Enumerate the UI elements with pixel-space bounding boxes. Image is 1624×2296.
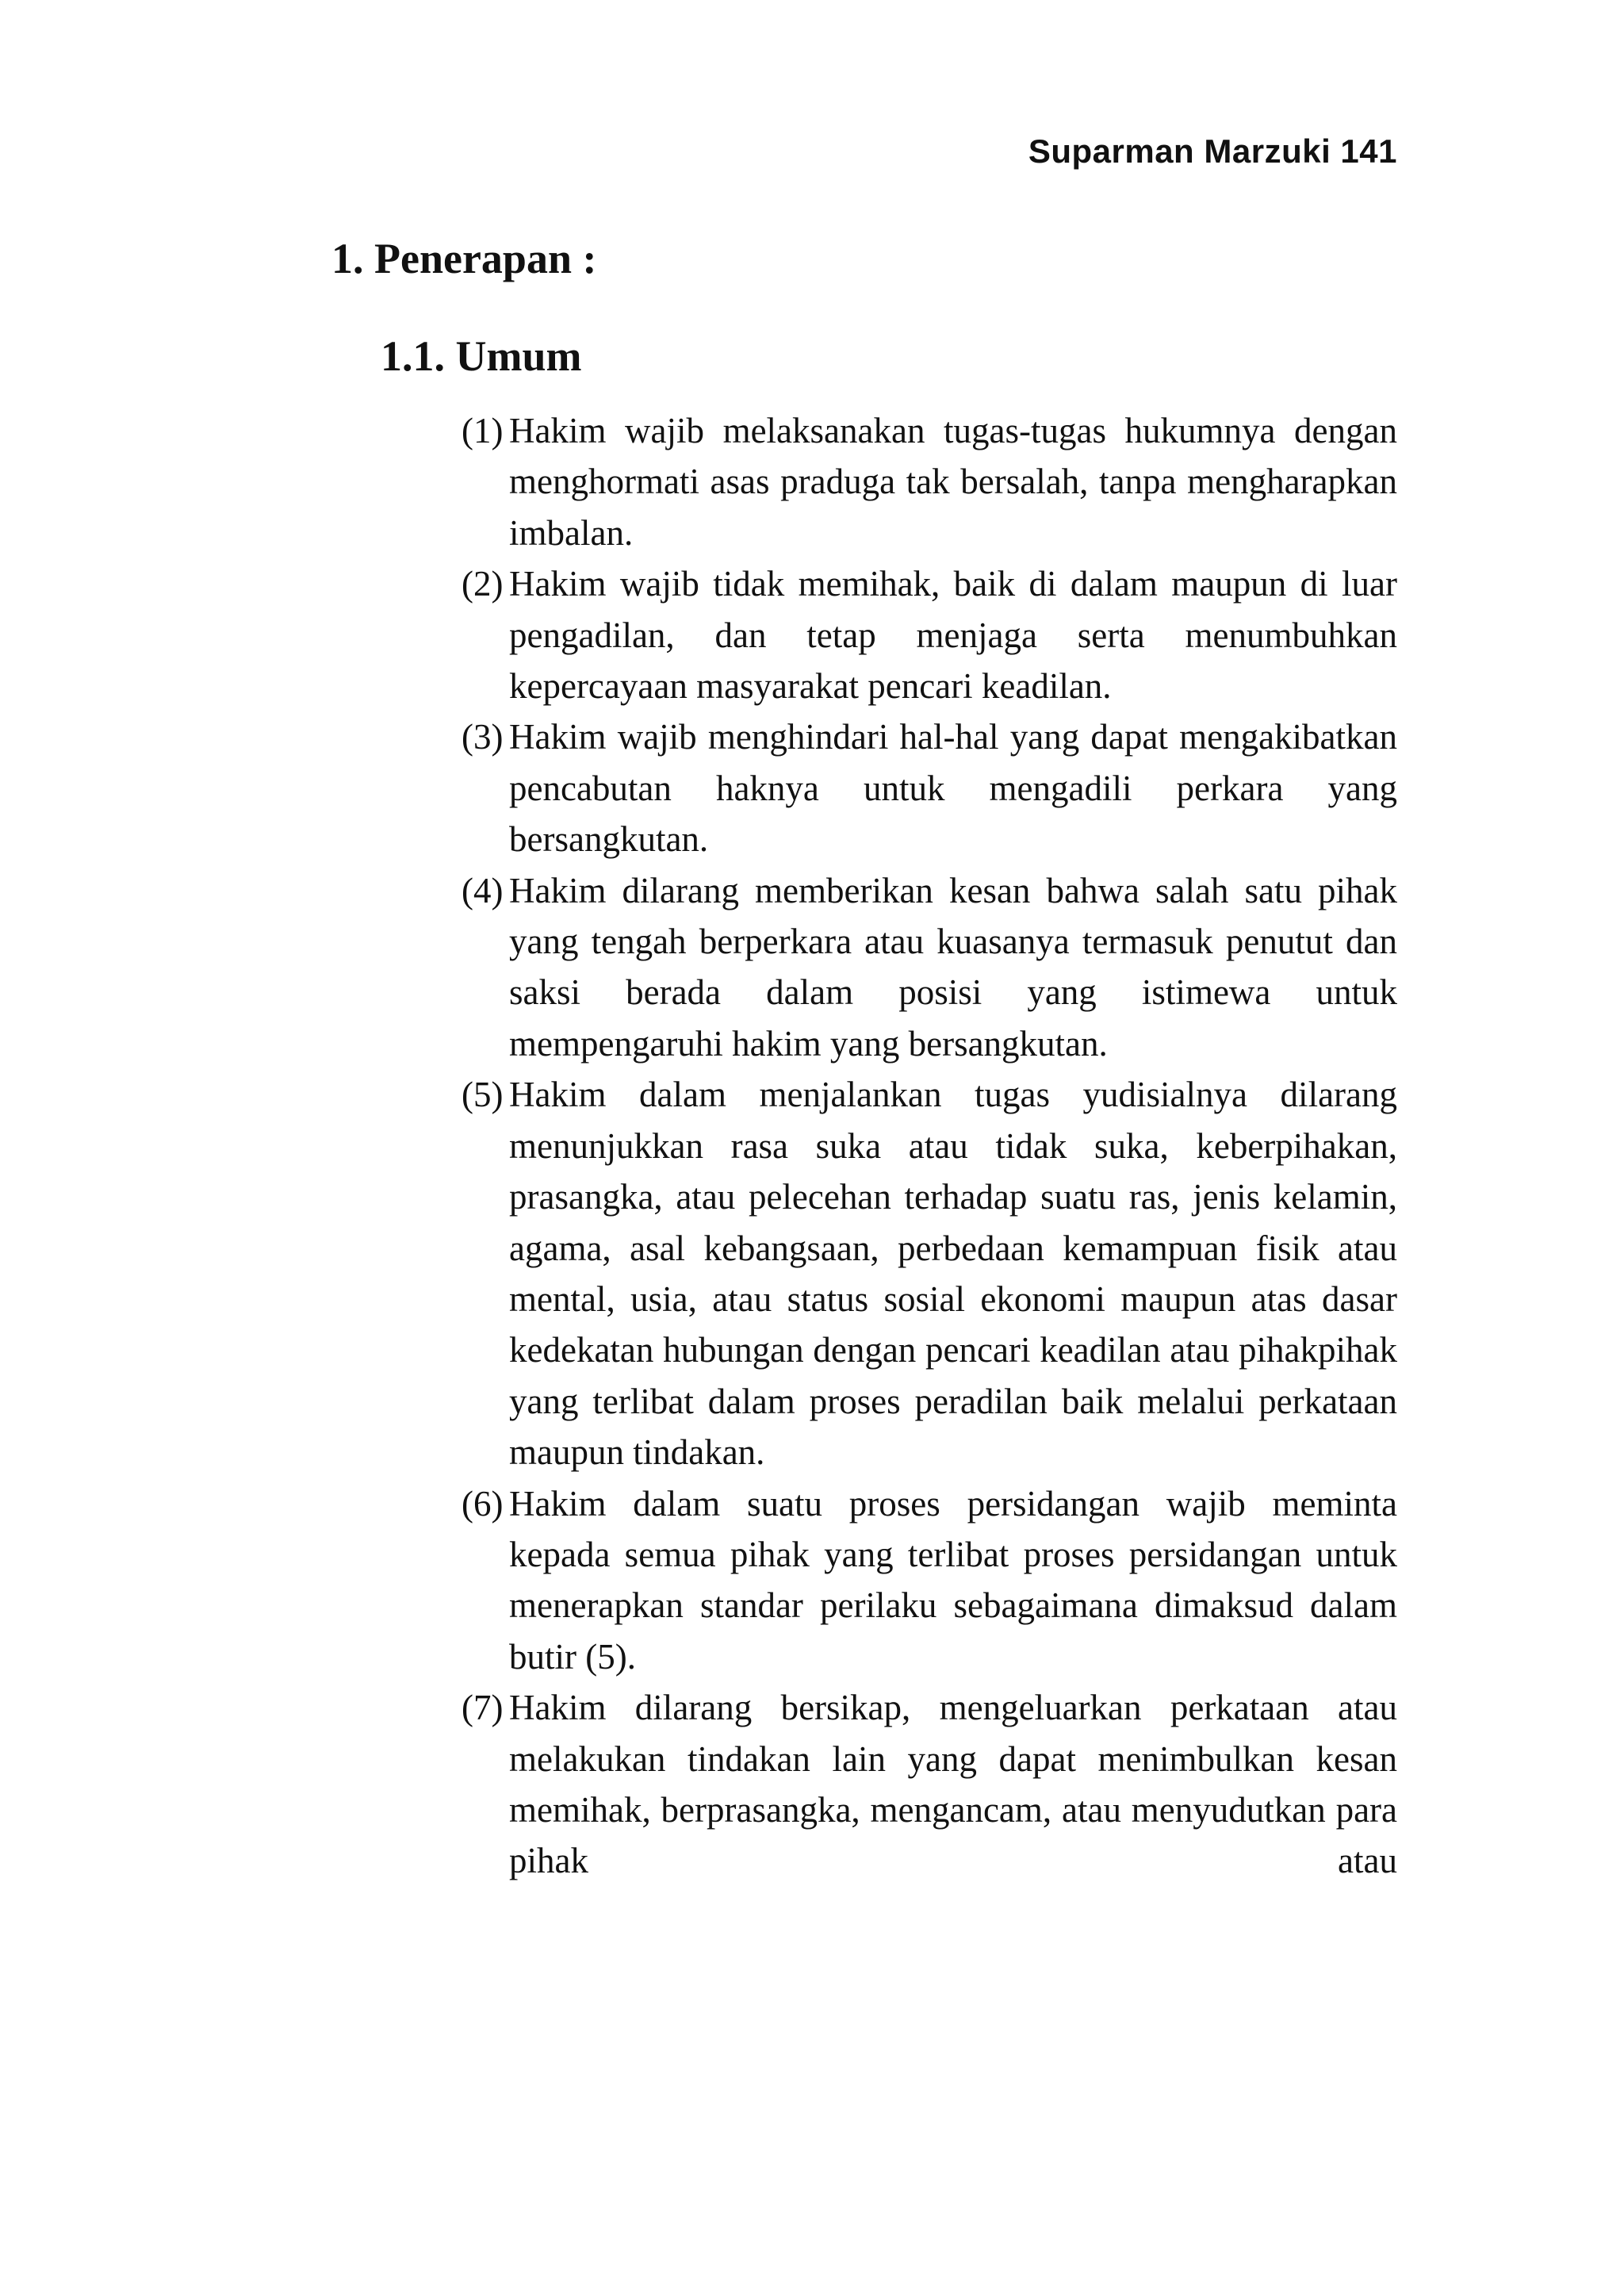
list-item bbox=[462, 405, 1397, 558]
provision-list bbox=[462, 405, 1397, 1887]
list-item bbox=[462, 865, 1397, 1070]
item-number: (7) bbox=[462, 1688, 504, 1728]
item-number: (4) bbox=[462, 870, 504, 910]
item-text: Hakim dilarang memberikan kesan bahwa salah satu pihak yang tengah berperkara atau kuasanya termasuk penutut dan saksi berada dalam posisi yang istimewa untuk mempengaruhi hakim yang bersangkutan. bbox=[509, 870, 1397, 1064]
item-text: Hakim dilarang bersikap, mengeluarkan perkataan atau melakukan tindakan lain yang dapat menimbulkan kesan memihak, berprasangka, mengancam, atau menyudutkan para pihak atau bbox=[509, 1688, 1397, 1881]
item-number: (3) bbox=[462, 717, 504, 757]
list-item bbox=[462, 711, 1397, 864]
running-header: Suparman Marzuki 141 bbox=[1028, 132, 1397, 170]
section-heading: 1. Penerapan : bbox=[331, 235, 597, 282]
list-item bbox=[462, 1069, 1397, 1478]
list-item bbox=[462, 1682, 1397, 1887]
item-text: Hakim wajib melaksanakan tugas-tugas hukumnya dengan menghormati asas praduga tak bersalah, tanpa mengharapkan imbalan. bbox=[509, 411, 1397, 553]
list-item bbox=[462, 1478, 1397, 1683]
item-text: Hakim dalam menjalankan tugas yudisialnya dilarang menunjukkan rasa suka atau tidak suka, keberpihakan, prasangka, atau pelecehan terhadap suatu ras, jenis kelamin, agama, asal kebangsaan, perbedaan kemampuan fisik atau mental, usia, atau status sosial ekonomi maupun atas dasar kedekatan hubungan dengan pencari keadilan atau pihakpihak yang terlibat dalam proses peradilan baik melalui perkataan maupun tindakan. bbox=[509, 1075, 1397, 1473]
item-number: (5) bbox=[462, 1075, 504, 1115]
list-item bbox=[462, 558, 1397, 711]
subsection-heading: 1.1. Umum bbox=[381, 332, 582, 380]
item-text: Hakim wajib menghindari hal-hal yang dapat mengakibatkan pencabutan haknya untuk mengadili perkara yang bersangkutan. bbox=[509, 717, 1397, 860]
item-number: (1) bbox=[462, 411, 504, 450]
item-text: Hakim wajib tidak memihak, baik di dalam maupun di luar pengadilan, dan tetap menjaga serta menumbuhkan kepercayaan masyarakat pencari keadilan. bbox=[509, 564, 1397, 707]
item-text: Hakim dalam suatu proses persidangan wajib meminta kepada semua pihak yang terlibat proses persidangan untuk menerapkan standar perilaku sebagaimana dimaksud dalam butir (5). bbox=[509, 1483, 1397, 1677]
item-number: (6) bbox=[462, 1483, 504, 1524]
item-number: (2) bbox=[462, 564, 504, 604]
